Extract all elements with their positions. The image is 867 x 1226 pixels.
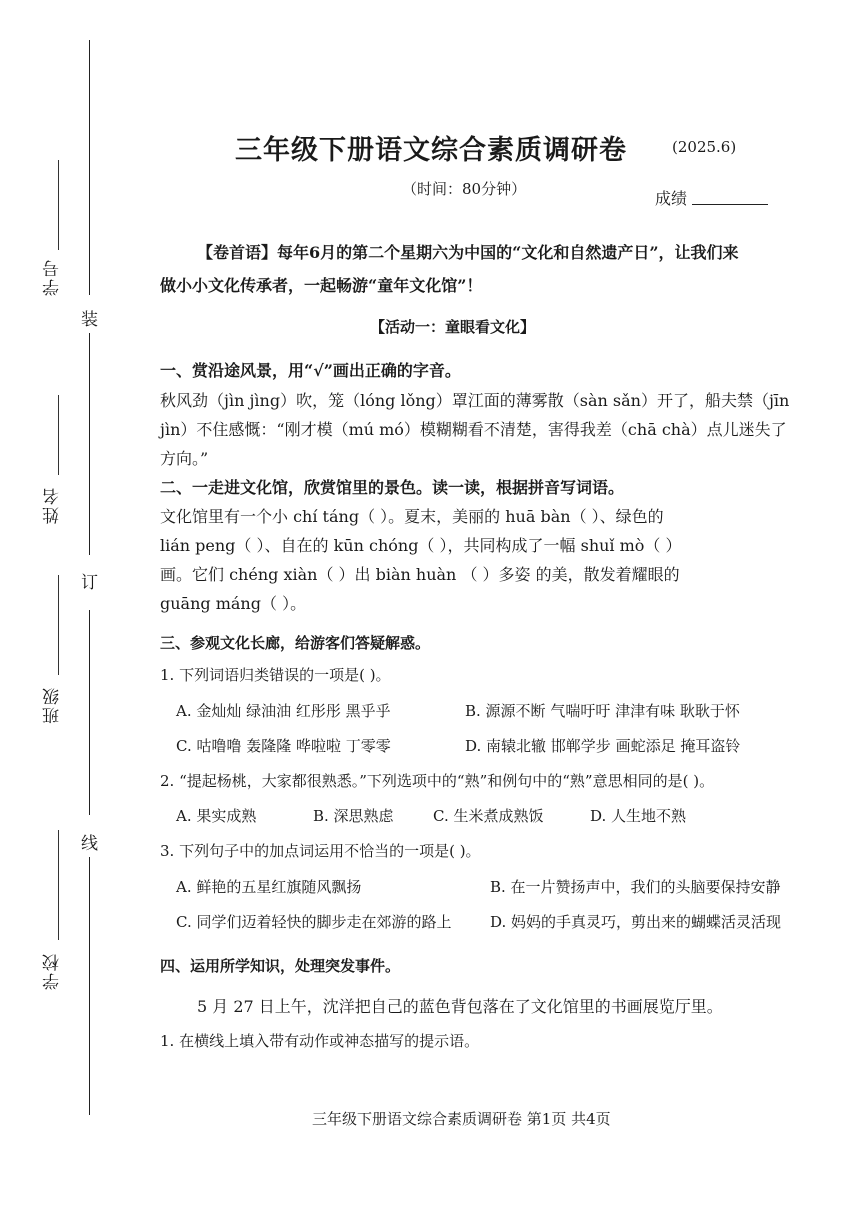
activity-heading: 【活动一：童眼看文化】 [370,318,536,336]
q3-heading: 三、参观文化长廊，给游客们答疑解惑。 [160,634,431,652]
q1-line-2[interactable]: jìn）不住感慨：“刚才模（mú mó）模糊糊看不清楚，害得我差（chā chà）点儿迷失了 [160,420,787,439]
class-label: 班级 [43,686,63,724]
student-no-rule[interactable] [58,160,59,250]
q3-1-option-b[interactable]: B. 源源不断 气喘吁吁 津津有味 耿耿于怀 [465,702,740,720]
page-footer: 三年级下册语文综合素质调研卷 第1页 共4页 [312,1110,611,1128]
school-rule[interactable] [58,830,59,940]
q2-line-2[interactable]: lián peng（ ）、自在的 kūn chóng（ ），共同构成了一幅 shuǐ mò（ ） [160,536,682,555]
bind-char-ding: 订 [81,565,98,596]
q2-heading: 二、一走进文化馆，欣赏馆里的景色。读一读，根据拼音写词语。 [160,478,625,497]
binding-line-mid1 [89,330,90,555]
class-rule[interactable] [58,575,59,675]
exam-time: （时间：80分钟） [402,180,527,198]
q3-1-option-a[interactable]: A. 金灿灿 绿油油 红彤彤 黑乎乎 [176,702,391,720]
q1-heading: 一、赏沿途风景，用“√”画出正确的字音。 [160,361,461,380]
exam-date: (2025.6) [672,138,737,156]
school-label: 学校 [43,952,63,990]
page-title: 三年级下册语文综合素质调研卷 [235,135,627,166]
student-no-label: 学号 [43,258,63,296]
q4-story: 5 月 27 日上午，沈洋把自己的蓝色背包落在了文化馆里的书画展览厅里。 [197,997,723,1016]
q3-3-stem[interactable]: 3. 下列句子中的加点词运用不恰当的一项是( )。 [160,842,481,860]
q4-heading: 四、运用所学知识，处理突发事件。 [160,957,401,975]
score-label: 成绩 [655,189,688,208]
q3-3-option-a[interactable]: A. 鲜艳的五星红旗随风飘扬 [176,878,362,896]
bind-char-xian: 线 [81,826,98,857]
bind-char-zhuang: 装 [81,302,98,333]
q3-2-option-b[interactable]: B. 深思熟虑 [313,807,394,825]
name-rule[interactable] [58,395,59,475]
name-label: 姓名 [43,486,63,524]
q3-3-option-d[interactable]: D. 妈妈的手真灵巧，剪出来的蝴蝶活灵活现 [490,913,782,931]
binding-line-bottom [89,855,90,1115]
q3-2-option-d[interactable]: D. 人生地不熟 [590,807,687,825]
q3-2-option-a[interactable]: A. 果实成熟 [176,807,257,825]
binding-line-top [89,40,90,295]
q3-2-stem[interactable]: 2. “提起杨桃，大家都很熟悉。”下列选项中的“熟”和例句中的“熟”意思相同的是( )。 [160,772,715,790]
q2-line-1[interactable]: 文化馆里有一个小 chí táng（ ）。夏末，美丽的 huā bàn（ ）、绿色的 [160,507,664,526]
q3-1-option-c[interactable]: C. 咕噜噜 轰隆隆 哗啦啦 丁零零 [176,737,391,755]
score-field[interactable] [692,204,768,205]
q4-sub1: 1. 在横线上填入带有动作或神态描写的提示语。 [160,1032,480,1050]
q2-line-4[interactable]: guāng máng（ ）。 [160,594,307,613]
q3-2-option-c[interactable]: C. 生米煮成熟饭 [433,807,544,825]
binding-line-mid2 [89,610,90,815]
q1-line-3: 方向。” [160,449,209,468]
q3-3-option-b[interactable]: B. 在一片赞扬声中，我们的头脑要保持安静 [490,878,781,896]
intro-line-2: 做小小文化传承者，一起畅游“童年文化馆”！ [160,276,483,295]
intro-line-1: 【卷首语】每年6月的第二个星期六为中国的“文化和自然遗产日”，让我们来 [197,243,739,262]
q1-line-1[interactable]: 秋风劲（jìn jìng）吹，笼（lóng lǒng）罩江面的薄雾散（sàn sǎn）开了，船夫禁（jīn [160,391,790,410]
q3-1-stem[interactable]: 1. 下列词语归类错误的一项是( )。 [160,666,391,684]
q3-1-option-d[interactable]: D. 南辕北辙 邯郸学步 画蛇添足 掩耳盗铃 [465,737,741,755]
q3-3-option-c[interactable]: C. 同学们迈着轻快的脚步走在郊游的路上 [176,913,452,931]
q2-line-3[interactable]: 画。它们 chéng xiàn（ ）出 biàn huàn （ ）多姿 的美，散发着耀眼的 [160,565,680,584]
